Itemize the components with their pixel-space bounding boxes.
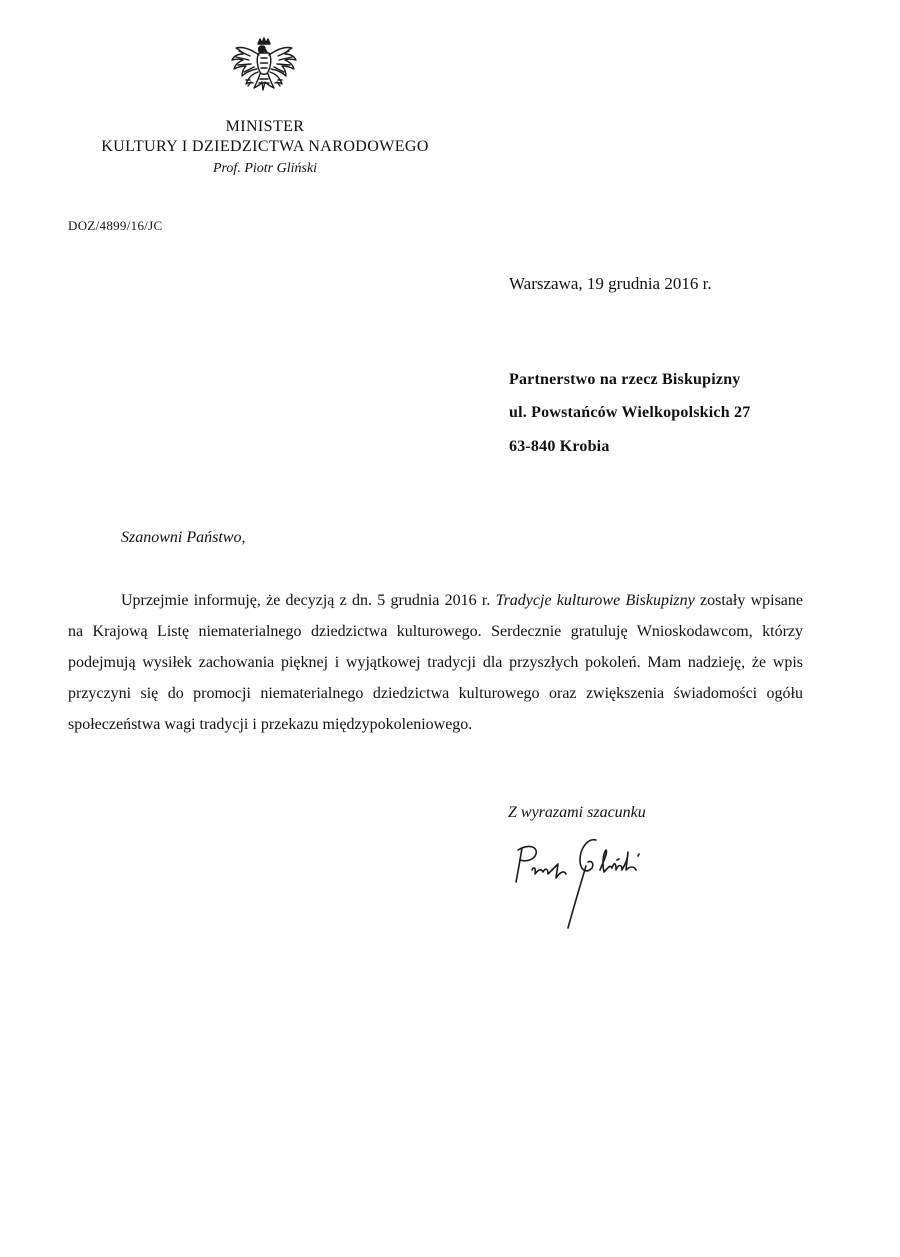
body-text-part2: zostały wpisane na Krajową Listę niematerialnego dziedzictwa kulturowego. Serdecznie gratuluję Wnioskodawcom, którzy podejmują wysiłek zachowania pięknej i wyjątkowej tradycji dla przyszłych pokoleń. Mam nadzieję, że wpis przyczyni się do promocji niematerialnego dziedzictwa kulturowego oraz zwiększenia świadomości ogółu społeczeństwa wagi tradycji i przekazu międzypokoleniowego. [68, 592, 804, 733]
minister-title: MINISTER [225, 118, 305, 135]
letter-body [68, 585, 803, 740]
minister-name: Prof. Piotr Gliński [212, 161, 318, 176]
ministry-name: KULTURY I DZIEDZICTWA NARODOWEGO [101, 138, 429, 155]
handwritten-signature-icon [508, 830, 678, 940]
place-date: Warszawa, 19 grudnia 2016 r. [509, 274, 712, 293]
tradition-title: Tradycje kulturowe Biskupizny [495, 592, 695, 609]
recipient-name: Partnerstwo na rzecz Biskupizny [509, 371, 741, 388]
polish-eagle-emblem-icon [226, 36, 302, 108]
closing: Z wyrazami szacunku [508, 804, 646, 821]
salutation: Szanowni Państwo, [121, 529, 246, 546]
body-text-part1: Uprzejmie informuję, że decyzją z dn. 5 grudnia 2016 r. [121, 592, 496, 609]
recipient-city: 63-840 Krobia [509, 438, 610, 455]
reference-number: DOZ/4899/16/JC [68, 218, 163, 233]
recipient-street: ul. Powstańców Wielkopolskich 27 [509, 404, 751, 421]
